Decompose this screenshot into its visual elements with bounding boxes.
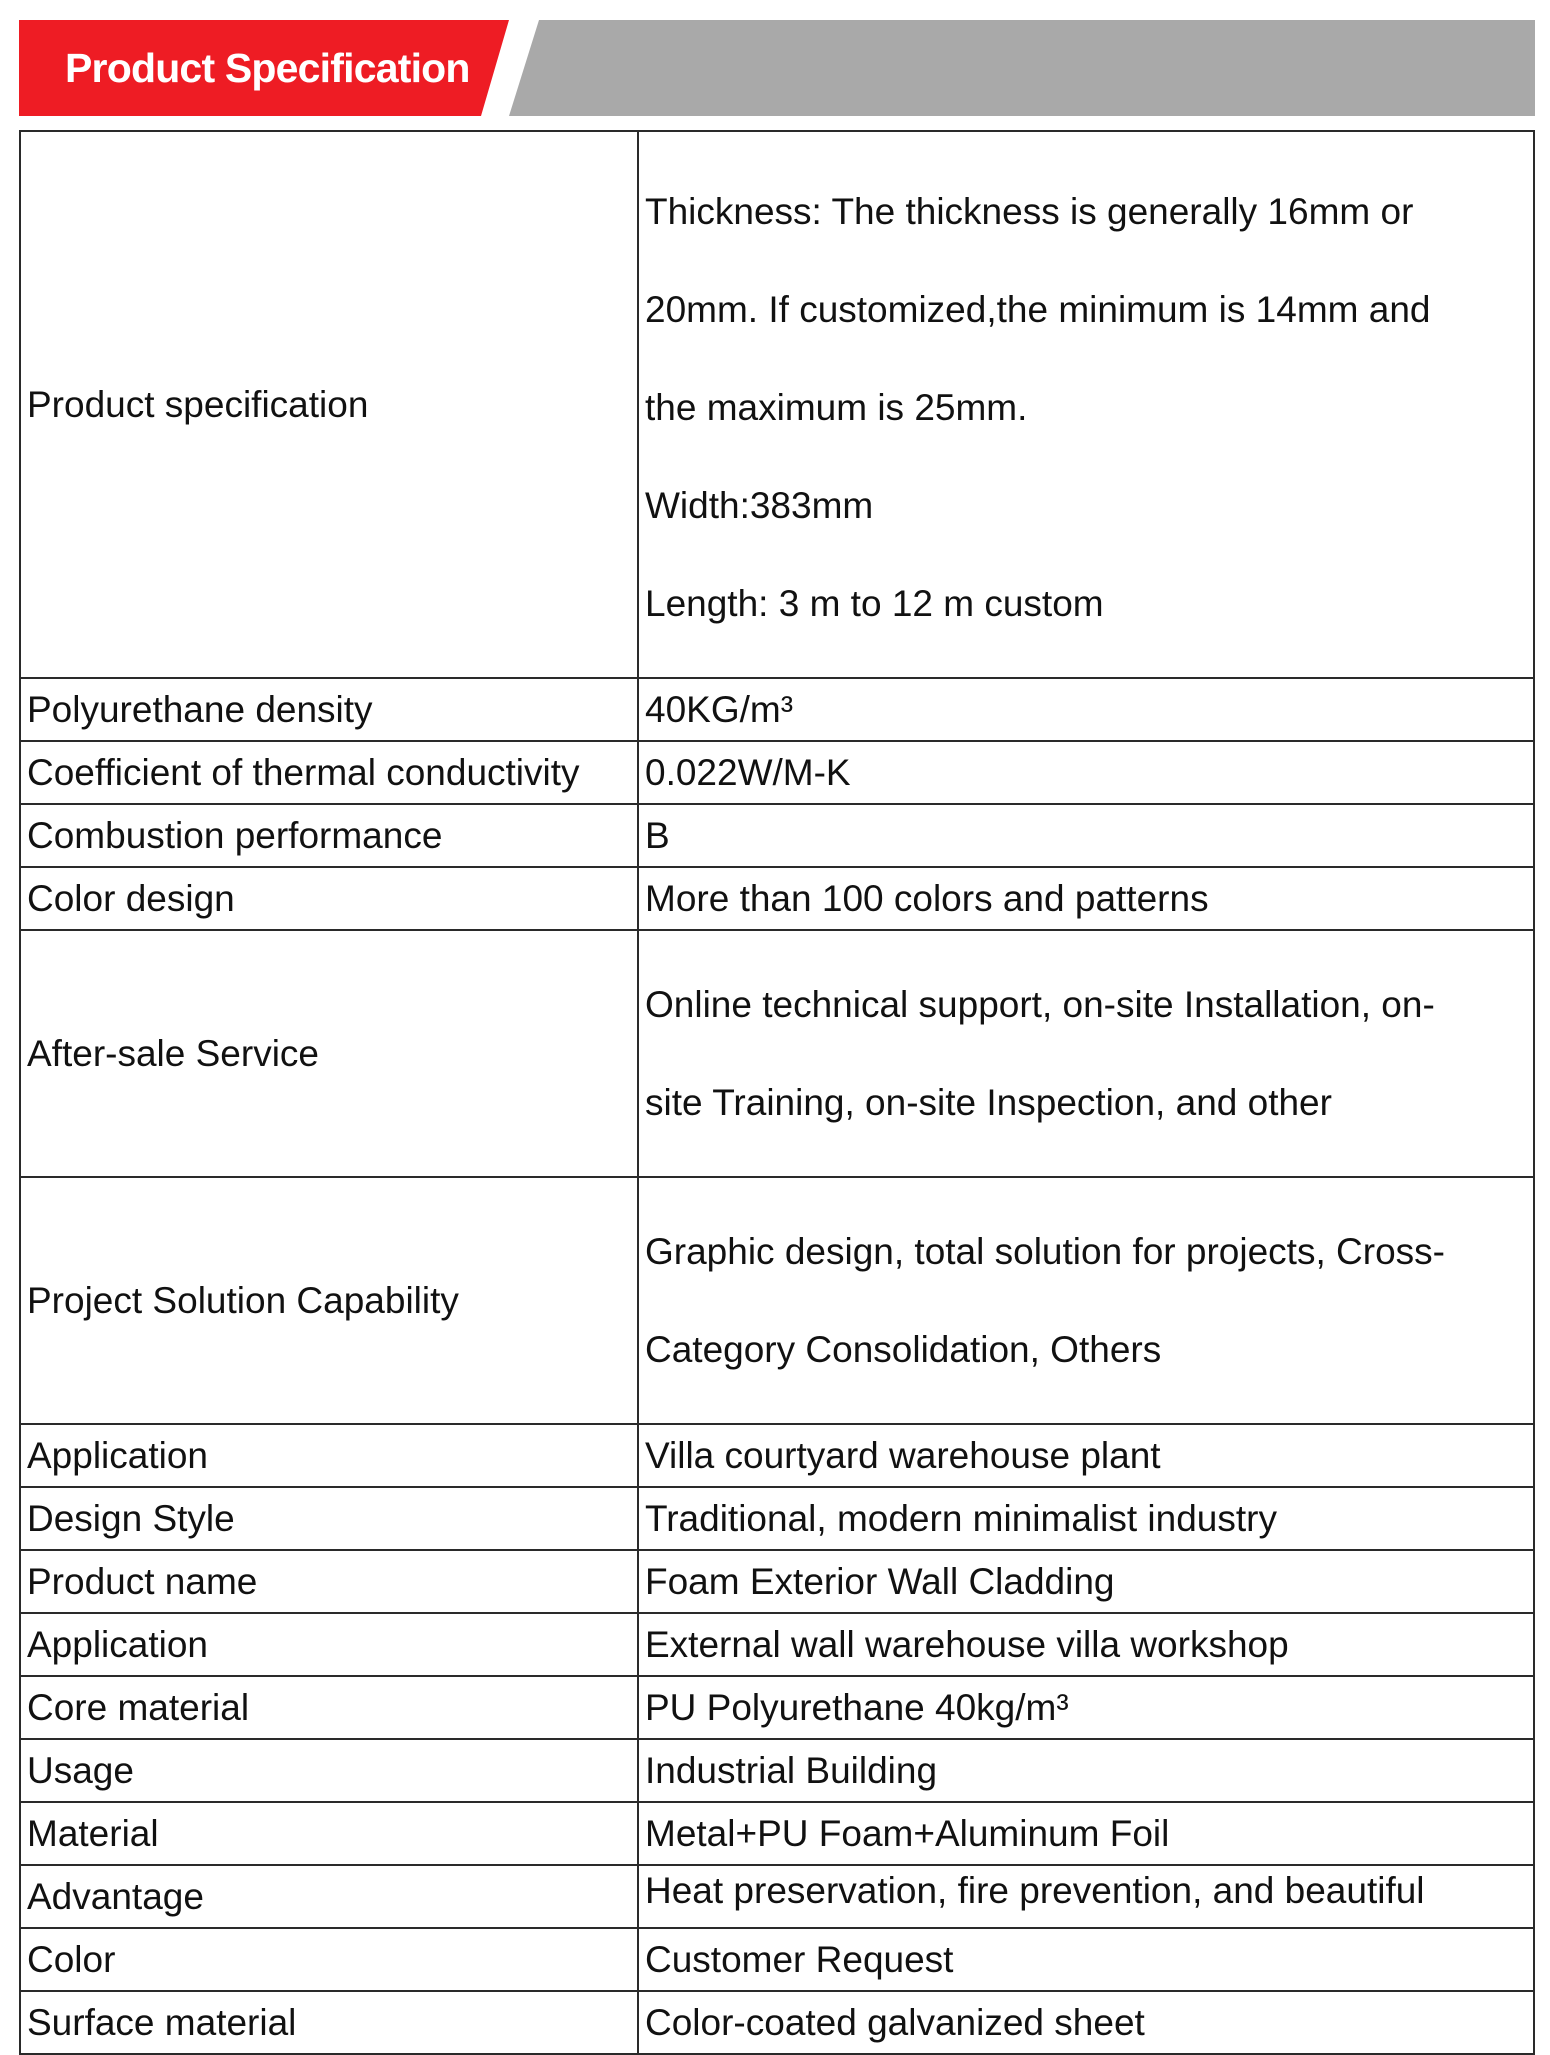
- spec-value: External wall warehouse villa workshop: [638, 1613, 1534, 1676]
- header-grey-bar: [509, 20, 1535, 116]
- spec-label: Color: [20, 1928, 638, 1991]
- specification-table-body: [20, 131, 1534, 2054]
- specification-table: [19, 130, 1535, 2055]
- spec-row: [20, 1613, 1534, 1676]
- spec-label: Application: [20, 1424, 638, 1487]
- spec-value: More than 100 colors and patterns: [638, 867, 1534, 930]
- spec-row: [20, 678, 1534, 741]
- spec-value: Foam Exterior Wall Cladding: [638, 1550, 1534, 1613]
- spec-row: [20, 1550, 1534, 1613]
- spec-row: [20, 1802, 1534, 1865]
- spec-label: Project Solution Capability: [20, 1177, 638, 1424]
- spec-value: B: [638, 804, 1534, 867]
- spec-row: [20, 1928, 1534, 1991]
- spec-value-line: Online technical support, on-site Installation, on-: [645, 984, 1435, 1025]
- spec-value: 0.022W/M-K: [638, 741, 1534, 804]
- spec-label: Material: [20, 1802, 638, 1865]
- spec-label: Combustion performance: [20, 804, 638, 867]
- spec-value: Customer Request: [638, 1928, 1534, 1991]
- section-header-banner: [19, 20, 1535, 116]
- spec-value: [638, 930, 1534, 1177]
- spec-value: 40KG/m³: [638, 678, 1534, 741]
- spec-label: Color design: [20, 867, 638, 930]
- spec-label: Coefficient of thermal conductivity: [20, 741, 638, 804]
- spec-value: Villa courtyard warehouse plant: [638, 1424, 1534, 1487]
- spec-value-line: the maximum is 25mm.: [645, 387, 1028, 428]
- spec-row: [20, 1865, 1534, 1928]
- spec-row: [20, 1424, 1534, 1487]
- spec-value: Color-coated galvanized sheet: [638, 1991, 1534, 2054]
- spec-row: [20, 1991, 1534, 2054]
- spec-value-line: Length: 3 m to 12 m custom: [645, 583, 1104, 624]
- spec-row: [20, 1739, 1534, 1802]
- spec-row: [20, 1487, 1534, 1550]
- section-title: Product Specification: [65, 45, 470, 91]
- spec-label: Product specification: [20, 131, 638, 678]
- spec-value: [638, 1177, 1534, 1424]
- spec-row: [20, 131, 1534, 678]
- spec-row: [20, 741, 1534, 804]
- spec-row: [20, 867, 1534, 930]
- spec-label: Usage: [20, 1739, 638, 1802]
- spec-label: Product name: [20, 1550, 638, 1613]
- spec-label: After-sale Service: [20, 930, 638, 1177]
- spec-label: Design Style: [20, 1487, 638, 1550]
- spec-value: Heat preservation, fire prevention, and beautiful: [638, 1865, 1534, 1928]
- spec-value: [638, 131, 1534, 678]
- spec-value: Traditional, modern minimalist industry: [638, 1487, 1534, 1550]
- spec-value: PU Polyurethane 40kg/m³: [638, 1676, 1534, 1739]
- spec-label: Application: [20, 1613, 638, 1676]
- spec-value-line: Thickness: The thickness is generally 16mm or: [645, 191, 1414, 232]
- spec-value-line: Width:383mm: [645, 485, 874, 526]
- spec-row: [20, 930, 1534, 1177]
- spec-label: Surface material: [20, 1991, 638, 2054]
- spec-row: [20, 804, 1534, 867]
- spec-value: Metal+PU Foam+Aluminum Foil: [638, 1802, 1534, 1865]
- spec-row: [20, 1676, 1534, 1739]
- spec-value-line: Category Consolidation, Others: [645, 1329, 1162, 1370]
- spec-label: Advantage: [20, 1865, 638, 1928]
- spec-label: Core material: [20, 1676, 638, 1739]
- spec-value: Industrial Building: [638, 1739, 1534, 1802]
- spec-value-line: site Training, on-site Inspection, and other: [645, 1082, 1332, 1123]
- spec-value-line: Graphic design, total solution for projects, Cross-: [645, 1231, 1445, 1272]
- spec-value-line: 20mm. If customized,the minimum is 14mm and: [645, 289, 1431, 330]
- spec-row: [20, 1177, 1534, 1424]
- spec-label: Polyurethane density: [20, 678, 638, 741]
